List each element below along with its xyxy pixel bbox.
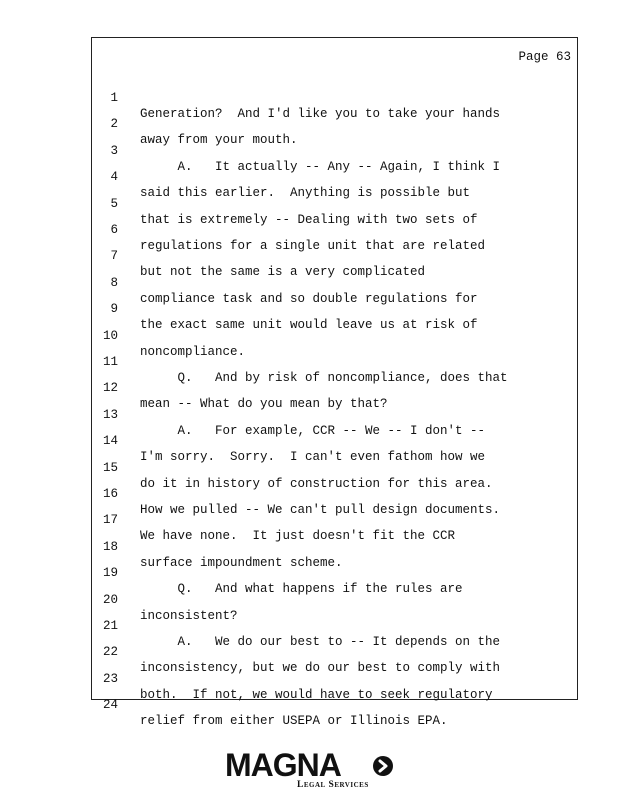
line-text: mean -- What do you mean by that? bbox=[140, 397, 388, 412]
line-number: 7 bbox=[110, 249, 118, 264]
line-text: A. We do our best to -- It depends on the bbox=[140, 635, 501, 649]
line-number: 17 bbox=[102, 513, 118, 528]
line-text: How we pulled -- We can't pull design documents. bbox=[140, 503, 501, 517]
transcript-line bbox=[92, 470, 577, 517]
transcript-line bbox=[92, 576, 577, 623]
transcript-line bbox=[92, 602, 577, 649]
line-text: compliance task and so double regulations for bbox=[140, 291, 478, 306]
transcript-line bbox=[92, 285, 577, 333]
line-number: 13 bbox=[102, 407, 118, 422]
line-text: do it in history of construction for this area. bbox=[140, 476, 493, 491]
transcript-line bbox=[92, 628, 577, 676]
line-text: Generation? And I'd like you to take your hands bbox=[140, 107, 501, 121]
line-text: away from your mouth. bbox=[140, 133, 298, 148]
line-number: 2 bbox=[110, 117, 118, 132]
line-text: A. It actually -- Any -- Again, I think I bbox=[140, 159, 501, 174]
line-number: 1 bbox=[110, 91, 118, 105]
line-number: 11 bbox=[102, 355, 118, 369]
line-number: 22 bbox=[102, 645, 118, 660]
transcript-line bbox=[92, 153, 577, 201]
line-number: 6 bbox=[110, 223, 118, 237]
transcript-line bbox=[92, 338, 577, 385]
transcript-line bbox=[92, 391, 577, 438]
transcript-line bbox=[92, 232, 577, 280]
line-text: but not the same is a very complicated bbox=[140, 265, 426, 280]
transcript-line bbox=[92, 100, 577, 148]
transcript-line bbox=[92, 364, 577, 412]
line-text: the exact same unit would leave us at risk of bbox=[140, 318, 478, 333]
line-text: relief from either USEPA or Illinois EPA. bbox=[140, 714, 448, 729]
transcript-line bbox=[92, 655, 577, 702]
line-text: We have none. It just doesn't fit the CCR bbox=[140, 529, 456, 544]
line-number: 12 bbox=[102, 381, 118, 396]
line-number: 14 bbox=[102, 434, 118, 449]
line-text: A. For example, CCR -- We -- I don't -- bbox=[140, 423, 486, 438]
transcript-line bbox=[92, 312, 577, 359]
line-number: 4 bbox=[110, 170, 118, 185]
transcript-line bbox=[92, 444, 577, 491]
transcript-line bbox=[92, 127, 577, 174]
line-number: 5 bbox=[110, 196, 118, 211]
line-text: I'm sorry. Sorry. I can't even fathom how we bbox=[140, 450, 486, 465]
transcript-page bbox=[91, 37, 578, 729]
line-number: 8 bbox=[110, 275, 118, 290]
line-number: 16 bbox=[102, 487, 118, 501]
transcript-line bbox=[92, 259, 577, 306]
line-number: 19 bbox=[102, 566, 118, 581]
line-text: Q. And by risk of noncompliance, does that bbox=[140, 371, 508, 385]
line-text: said this earlier. Anything is possible but bbox=[140, 186, 471, 201]
line-number: 15 bbox=[102, 460, 118, 475]
line-number: 21 bbox=[102, 619, 118, 633]
line-number: 24 bbox=[102, 698, 118, 713]
line-text: Q. And what happens if the rules are bbox=[140, 582, 463, 597]
line-text: inconsistency, but we do our best to comply with bbox=[140, 661, 501, 676]
line-number: 20 bbox=[102, 592, 118, 607]
transcript-line bbox=[92, 681, 577, 729]
line-text: both. If not, we would have to seek regulatory bbox=[140, 687, 493, 702]
transcript-line bbox=[92, 180, 577, 227]
line-text: that is extremely -- Dealing with two sets of bbox=[140, 212, 478, 227]
line-number: 23 bbox=[102, 671, 118, 686]
transcript-line bbox=[92, 523, 577, 570]
line-number: 18 bbox=[102, 539, 118, 554]
line-number: 9 bbox=[110, 302, 118, 317]
transcript-line bbox=[92, 549, 577, 597]
logo-wordmark: MAGNA bbox=[225, 747, 341, 783]
line-text: inconsistent? bbox=[140, 608, 238, 623]
transcript-line bbox=[92, 206, 577, 253]
transcript-line bbox=[92, 417, 577, 465]
logo-subtitle: Legal Services bbox=[297, 780, 369, 790]
line-text: noncompliance. bbox=[140, 344, 246, 359]
line-text: surface impoundment scheme. bbox=[140, 555, 343, 570]
right-arrow-circle-icon bbox=[373, 756, 393, 776]
page-number: Page 63 bbox=[518, 50, 571, 64]
magna-logo bbox=[225, 748, 395, 792]
line-number: 3 bbox=[110, 143, 118, 158]
line-text: regulations for a single unit that are related bbox=[140, 239, 486, 253]
line-number: 10 bbox=[102, 328, 118, 343]
transcript-line bbox=[92, 496, 577, 544]
transcript-line bbox=[92, 74, 577, 121]
